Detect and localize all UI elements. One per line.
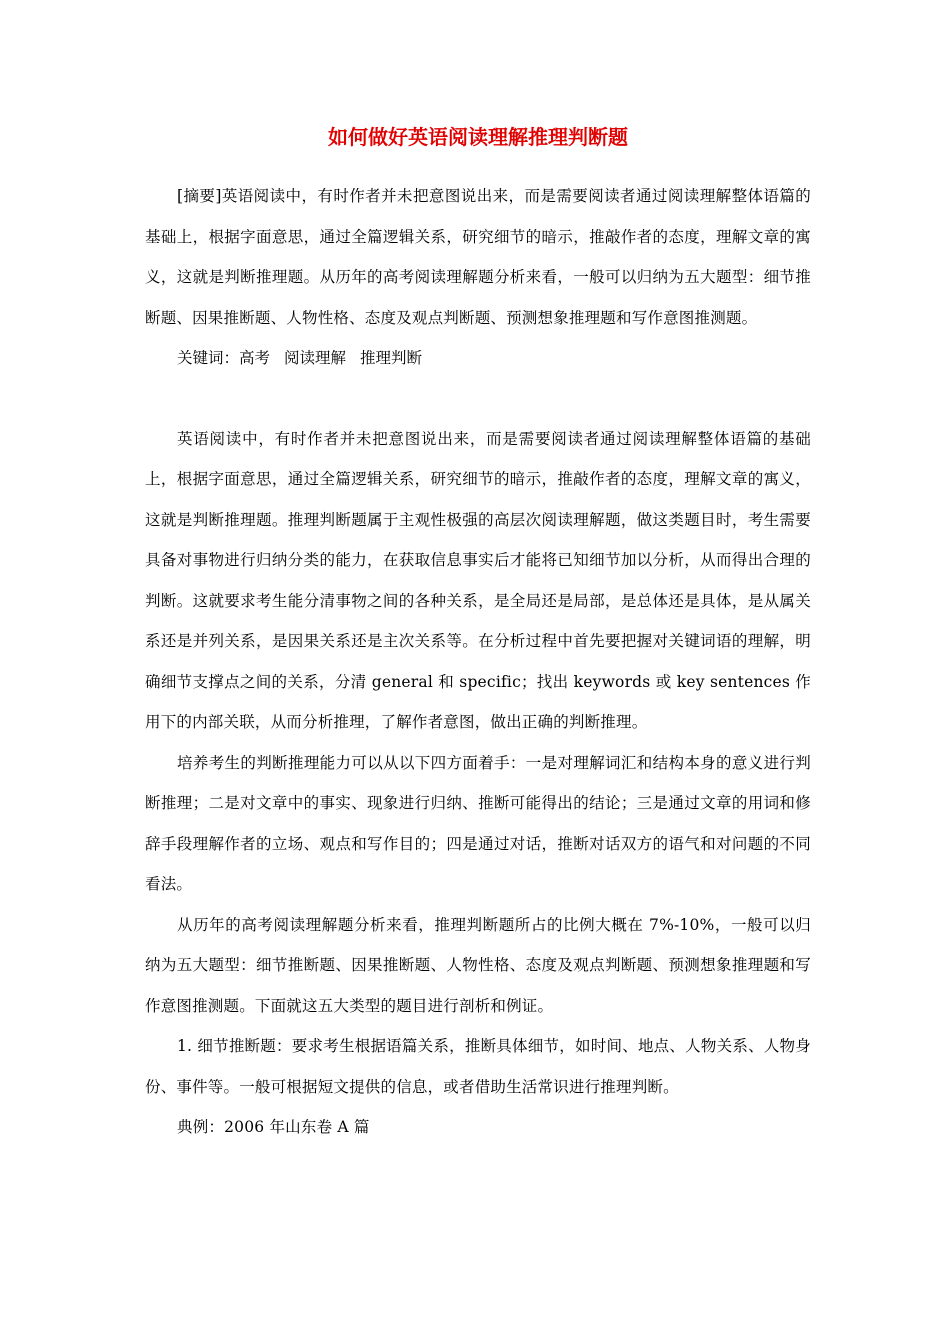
- body-paragraph: 从历年的高考阅读理解题分析来看，推理判断题所占的比例大概在 7%-10%，一般可以归纳为五大题型：细节推断题、因果推断题、人物性格、态度及观点判断题、预测想象推理题和写作意图推测题。下面就这五大类型的题目进行剖析和例证。: [145, 915, 811, 1015]
- section-spacer: [145, 379, 811, 419]
- body-paragraph: 1. 细节推断题：要求考生根据语篇关系，推断具体细节，如时间、地点、人物关系、人物身份、事件等。一般可根据短文提供的信息，或者借助生活常识进行推理判断。: [145, 1037, 811, 1096]
- keywords-label: 关键词：: [177, 349, 240, 367]
- body-paragraph: 英语阅读中，有时作者并未把意图说出来，而是需要阅读者通过阅读理解整体语篇的基础上，根据字面意思，通过全篇逻辑关系，研究细节的暗示，推敲作者的态度，理解文章的寓义，这就是判断推理题。推理判断题属于主观性极强的高层次阅读理解题，做这类题目时，考生需要具备对事物进行归纳分类的能力，在获取信息事实后才能将已知细节加以分析，从而得出合理的判断。这就要求考生能分清事物之间的各种关系，是全局还是局部，是总体还是具体，是从属关系还是并列关系，是因果关系还是主次关系等。在分析过程中首先要把握对关键词语的理解，明确细节支撑点之间的关系，分清 general 和 specific；找出 keywords 或 key sentences 作用下的内部关联，从而分析推理，了解作者意图，做出正确的判断推理。: [145, 429, 811, 731]
- abstract-paragraph: [摘要]英语阅读中，有时作者并未把意图说出来，而是需要阅读者通过阅读理解整体语篇的基础上，根据字面意思，通过全篇逻辑关系，研究细节的暗示，推敲作者的态度，理解文章的寓义，这就是判断推理题。从历年的高考阅读理解题分析来看，一般可以归纳为五大题型：细节推断题、因果推断题、人物性格、态度及观点判断题、预测想象推理题和写作意图推测题。: [145, 187, 811, 327]
- keyword-item: 阅读理解: [284, 349, 347, 367]
- keyword-item: 高考: [239, 349, 271, 367]
- example-heading: 典例：2006 年山东卷 A 篇: [177, 1118, 370, 1136]
- page-title: 如何做好英语阅读理解推理判断题: [328, 125, 628, 149]
- keywords-line: [145, 338, 811, 379]
- document-body: [145, 120, 811, 1148]
- keyword-item: 推理判断: [360, 349, 423, 367]
- body-paragraph: 培养考生的判断推理能力可以从以下四方面着手：一是对理解词汇和结构本身的意义进行判断推理；二是对文章中的事实、现象进行归纳、推断可能得出的结论；三是通过文章的用词和修辞手段理解作者的立场、观点和写作目的；四是通过对话，推断对话双方的语气和对问题的不同看法。: [145, 753, 811, 893]
